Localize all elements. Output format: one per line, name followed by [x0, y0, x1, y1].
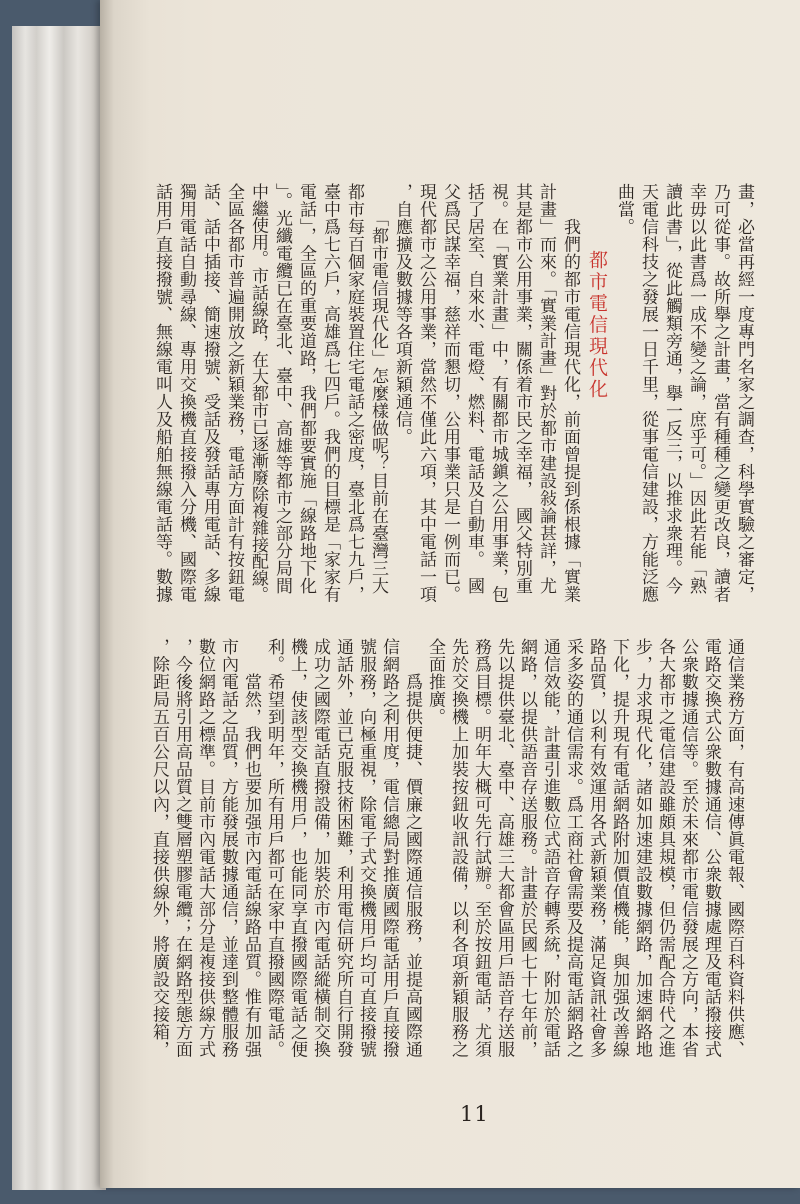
text-column: 視。在「實業計畫」中，有關都市城鎭之公用事業，包 — [488, 183, 508, 603]
text-column: 全區各都市普遍開放之新穎業務，電話方面計有按鈕電 — [224, 183, 244, 603]
text-column: 臺中爲七六戶，高雄爲七四戶。我們的目標是「家家有 — [320, 183, 340, 603]
text-column: ，自應擴及數據等各項新穎通信。 — [392, 183, 412, 446]
text-column: 幸毋以此書爲一成不變之論，庶乎可。」因此若能「熟 — [686, 183, 706, 595]
text-column: 電話」，全區的重要道路，我們都要實施「線路地下化 — [296, 183, 316, 595]
text-column: 「都市電信現代化」怎麼樣做呢？目前在臺灣三大 — [368, 183, 388, 595]
upper-text-block — [150, 183, 756, 623]
text-column: 成功之國際電話直撥設備，加裝於市內電話縱橫制交換 — [310, 638, 330, 1058]
text-column: 其是都市公用事業，關係着市民之幸福， 國父特別重 — [512, 183, 532, 595]
text-column: 都市每百個家庭裝置住宅電話之密度，臺北爲七九戶， — [344, 183, 364, 603]
text-column: 」。光纖電纜已在臺北、臺中、高雄等都市之部分局間 — [272, 183, 292, 595]
text-column: 讀此書」，從此觸類旁通，擧一反三，以推求衆理。今 — [662, 183, 682, 595]
book-page-stack — [12, 26, 106, 1190]
text-column: 獨用電話自動尋線、專用交換機直接撥入分機、國際電 — [176, 183, 196, 603]
text-column: 計畫」而來。「實業計畫」對於都市建設敍論甚詳，尤 — [536, 183, 556, 595]
text-column: 乃可從事。故所擧之計畫，當有種種之變更改良，讀者 — [710, 183, 730, 603]
text-column: 電路交換式公衆數據通信、公衆數據處理及電話撥接式 — [701, 638, 721, 1058]
text-column: 通信效能，計畫引進數位式語音存轉系統，附加於電話 — [540, 638, 560, 1058]
text-column: 公衆數據通信等。至於未來都市電信發展之方向，本省 — [678, 638, 698, 1058]
text-column: 機上，使該型交換機用戶，也能同享直撥國際電話之便 — [287, 638, 307, 1058]
text-column: 我們的都市電信現代化，前面曾提到係根據「實業 — [560, 183, 580, 603]
text-column: 話用戶直接撥號、無線電叫人及船舶無線電話等。數據 — [152, 183, 172, 603]
text-column: 采多姿的通信需求。爲工商社會需要及提高電話網路之 — [563, 638, 583, 1058]
text-column: 數位網路之標準。目前市內電話大部分是複接供線方式 — [195, 638, 215, 1058]
text-column: ，除距局五百公尺以內，直接供線外，將廣設交接箱， — [149, 638, 169, 1058]
text-column: 現代都市之公用事業，當然不僅此六項，其中電話一項 — [416, 183, 436, 603]
text-column: 利。希望到明年，所有用戶都可在家中直撥國際電話。 — [264, 638, 284, 1058]
text-column: 步，力求現代化，諸如加速建設數據網路，加速網路地 — [632, 638, 652, 1058]
text-column: 務爲目標。明年大概可先行試辦。至於按鈕電話，尤須 — [471, 638, 491, 1058]
text-column: 父爲民謀幸福，慈祥而懇切，公用事業只是一例而已。 — [440, 183, 460, 603]
text-column: 路品質，以利有效運用各式新穎業務，滿足資訊社會多 — [586, 638, 606, 1058]
text-column: 下化，提升現有電話網路附加價值機能，與加强改善線 — [609, 638, 629, 1058]
text-column: 當然，我們也要加强市內電話線路品質。惟有加强 — [241, 638, 261, 1058]
text-column: 市內電話之品質，方能發展數據通信，並達到整體服務 — [218, 638, 238, 1058]
text-column: 中繼使用。市話線路，在大都市已逐漸廢除複雜接配線。 — [248, 183, 268, 604]
text-column: 通話外，並已克服技術困難，利用電信研究所自行開發 — [333, 638, 353, 1058]
section-heading: 都市電信現代化 — [586, 250, 608, 401]
text-column: 先以提供臺北、臺中、高雄三大都會區用戶語音存送服 — [494, 638, 514, 1058]
text-column: 網路，以提供語音存送服務。計畫於民國七十七年前， — [517, 638, 537, 1058]
page-number: 11 — [460, 1102, 489, 1126]
text-column: 各大都市之電信建設雖頗具規模，但仍需配合時代之進 — [655, 638, 675, 1058]
text-column: 信網路之利用度，電信總局對推廣國際電話用戶直接撥 — [379, 638, 399, 1058]
lower-text-block — [147, 638, 745, 1078]
text-column: 通信業務方面，有高速傳眞電報、國際百科資料供應、 — [724, 638, 744, 1058]
text-column: 曲當。 — [614, 183, 634, 236]
text-column: 畫，必當再經一度專門名家之調查，科學實驗之審定， — [734, 183, 754, 603]
text-column: 爲提供便捷、價廉之國際通信服務，並提高國際通 — [402, 638, 422, 1058]
text-column: 號服務，向極重視，除電子式交換機用戶均可直接撥號 — [356, 638, 376, 1058]
text-column: 括了居室、自來水、電燈、燃料、電話及自動車。 國 — [464, 183, 484, 595]
text-column: 先於交換機上加裝按鈕收訊設備，以利各項新穎服務之 — [448, 638, 468, 1058]
text-column: 天電信科技之發展一日千里，從事電信建設，方能泛應 — [638, 183, 658, 603]
text-column: ，今後將引用高品質之雙層塑膠電纜；在網路型態方面 — [172, 638, 192, 1058]
text-column: 話、話中插接、簡速撥號、受話及發話專用電話、多線 — [200, 183, 220, 603]
text-column: 全面推廣。 — [425, 638, 445, 726]
